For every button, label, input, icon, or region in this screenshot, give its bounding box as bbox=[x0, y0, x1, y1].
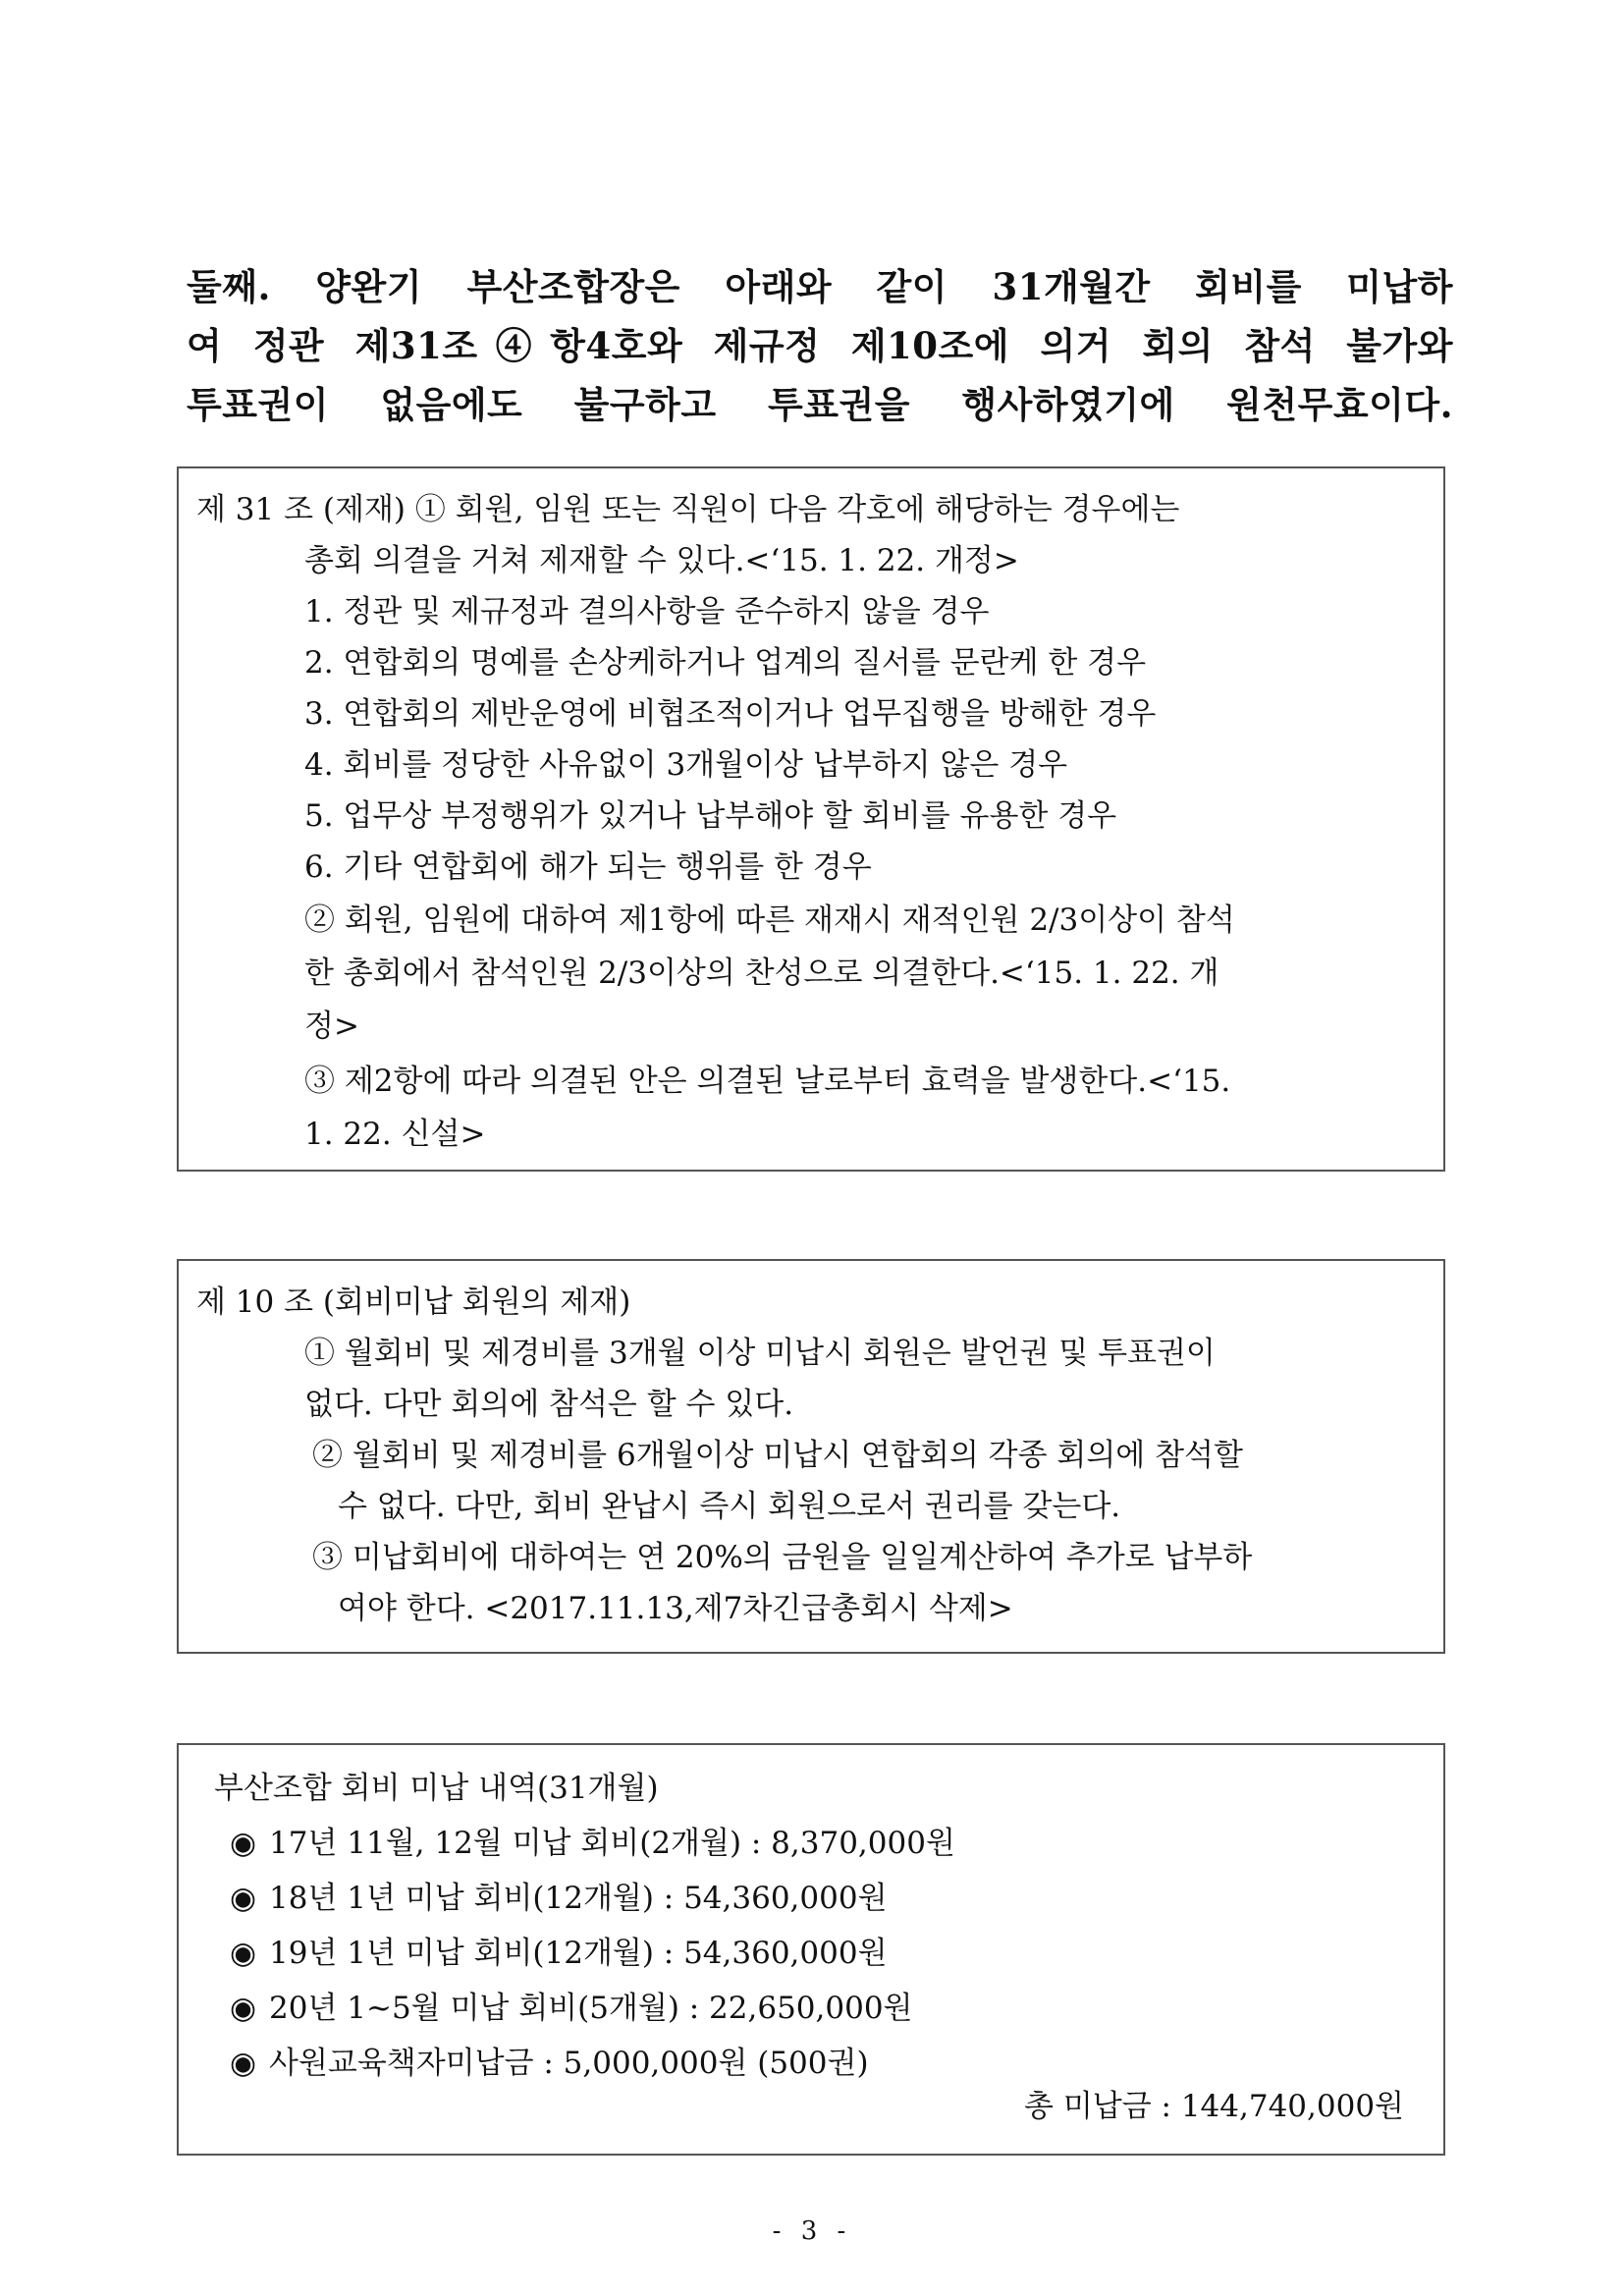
bullet-icon: ◉ bbox=[230, 1991, 257, 2026]
article-31-item: 5. 업무상 부정행위가 있거나 납부해야 할 회비를 유용한 경우 bbox=[304, 798, 1117, 834]
arrears-item bbox=[230, 1934, 888, 1973]
arrears-box bbox=[177, 1743, 1445, 2156]
article-10-title: 제 10 조 (회비미납 회원의 제재) bbox=[196, 1285, 631, 1320]
bullet-icon: ◉ bbox=[230, 1936, 257, 1971]
bullet-icon: ◉ bbox=[230, 2046, 257, 2081]
article-10-paragraph-3: 여야 한다. <2017.11.13,제7차긴급총회시 삭제> bbox=[338, 1591, 1013, 1626]
article-31-paragraph-3: 1. 22. 신설> bbox=[304, 1117, 486, 1152]
article-31-paragraph-2: 한 총회에서 참석인원 2/3이상의 찬성으로 의결한다.<‘15. 1. 22. 개 bbox=[304, 956, 1219, 991]
article-10-paragraph-2: 수 없다. 다만, 회비 완납시 즉시 회원으로서 권리를 갖는다. bbox=[338, 1489, 1121, 1524]
article-31-item: 4. 회비를 정당한 사유없이 3개월이상 납부하지 않은 경우 bbox=[304, 747, 1068, 783]
article-10-paragraph-3: ③ 미납회비에 대하여는 연 20%의 금원을 일일계산하여 추가로 납부하 bbox=[312, 1540, 1253, 1575]
article-10-paragraph-1: 없다. 다만 회의에 참석은 할 수 있다. bbox=[304, 1387, 794, 1422]
article-31-paragraph-3: ③ 제2항에 따라 의결된 안은 의결된 날로부터 효력을 발생한다.<‘15. bbox=[304, 1064, 1231, 1099]
article-10-paragraph-2: ② 월회비 및 제경비를 6개월이상 미납시 연합회의 각종 회의에 참석할 bbox=[312, 1438, 1243, 1473]
arrears-item-text: 17년 11월, 12월 미납 회비(2개월) : 8,370,000원 bbox=[269, 1826, 955, 1861]
arrears-item bbox=[230, 2044, 869, 2083]
article-10-box bbox=[177, 1259, 1445, 1654]
arrears-item-text: 18년 1년 미납 회비(12개월) : 54,360,000원 bbox=[269, 1881, 888, 1916]
article-31-item: 6. 기타 연합회에 해가 되는 행위를 한 경우 bbox=[304, 849, 872, 885]
arrears-item bbox=[230, 1824, 955, 1863]
article-31-paragraph-2: 정> bbox=[304, 1009, 359, 1044]
arrears-item bbox=[230, 1879, 888, 1918]
article-31-box bbox=[177, 466, 1445, 1172]
article-31-title: 제 31 조 (제재) ① 회원, 임원 또는 직원이 다음 각호에 해당하는 경우에는 bbox=[196, 492, 1180, 527]
arrears-item-text: 사원교육책자미납금 : 5,000,000원 (500권) bbox=[269, 2046, 869, 2081]
arrears-total: 총 미납금 : 144,740,000원 bbox=[1024, 2089, 1404, 2124]
intro-paragraph bbox=[187, 257, 1453, 434]
article-31-title-cont: 총회 의결을 거쳐 제재할 수 있다.<‘15. 1. 22. 개정> bbox=[304, 543, 1019, 578]
intro-line: 투표권이 없음에도 불구하고 투표권을 행사하였기에 원천무효이다. bbox=[187, 383, 1453, 426]
bullet-icon: ◉ bbox=[230, 1881, 257, 1916]
bullet-icon: ◉ bbox=[230, 1826, 257, 1861]
arrears-item-text: 20년 1~5월 미납 회비(5개월) : 22,650,000원 bbox=[269, 1991, 913, 2026]
article-31-item: 3. 연합회의 제반운영에 비협조적이거나 업무집행을 방해한 경우 bbox=[304, 696, 1157, 732]
intro-line: 여 정관 제31조④항4호와 제규정 제10조에 의거 회의 참석 불가와 bbox=[187, 324, 1453, 367]
article-10-paragraph-1: ① 월회비 및 제경비를 3개월 이상 미납시 회원은 발언권 및 투표권이 bbox=[304, 1336, 1216, 1371]
arrears-item bbox=[230, 1989, 913, 2028]
arrears-item-text: 19년 1년 미납 회비(12개월) : 54,360,000원 bbox=[269, 1936, 888, 1971]
arrears-title: 부산조합 회비 미납 내역(31개월) bbox=[214, 1771, 659, 1806]
article-31-paragraph-2: ② 회원, 임원에 대하여 제1항에 따른 재재시 재적인원 2/3이상이 참석 bbox=[304, 902, 1235, 938]
intro-line: 둘째. 양완기 부산조합장은 아래와 같이 31개월간 회비를 미납하 bbox=[187, 265, 1453, 308]
article-31-item: 1. 정관 및 제규정과 결의사항을 준수하지 않을 경우 bbox=[304, 594, 990, 629]
article-31-item: 2. 연합회의 명예를 손상케하거나 업계의 질서를 문란케 한 경우 bbox=[304, 645, 1147, 681]
page-number: - 3 - bbox=[772, 2216, 852, 2246]
